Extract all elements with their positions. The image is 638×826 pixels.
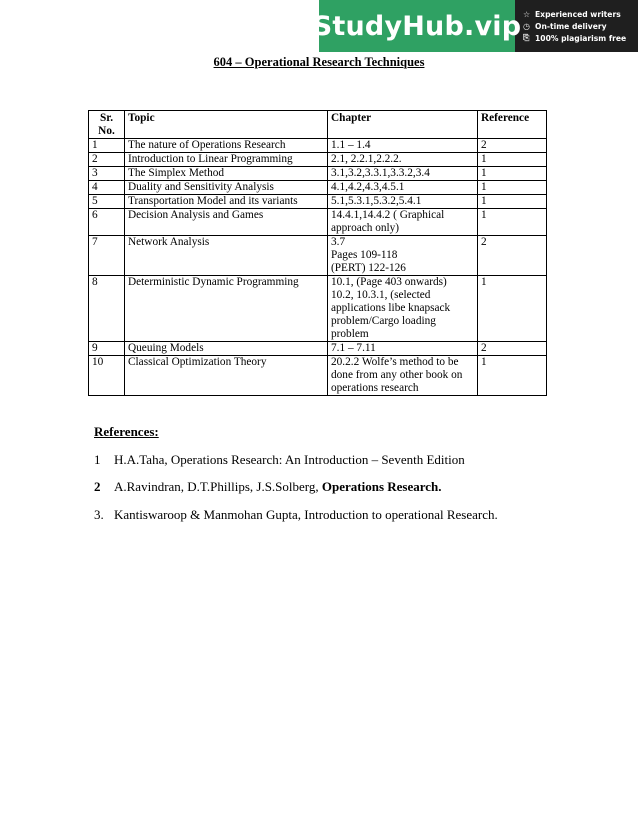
cell-sr-no: 9 <box>89 342 125 356</box>
reference-number: 1 <box>94 452 101 467</box>
cell-sr-no: 10 <box>89 356 125 396</box>
reference-text: A.Ravindran, D.T.Phillips, J.S.Solberg, <box>114 479 322 494</box>
table-row <box>89 236 547 276</box>
reference-number: 3. <box>94 507 104 522</box>
cell-chapter: 4.1,4.2,4.3,4.5.1 <box>328 181 478 195</box>
reference-text-bold: Operations Research. <box>321 479 442 494</box>
reference-number: 2 <box>94 479 101 494</box>
clock-icon: ◷ <box>523 21 530 31</box>
banner-features <box>515 0 638 52</box>
cell-reference: 1 <box>478 181 547 195</box>
cell-chapter: 10.1, (Page 403 onwards) 10.2, 10.3.1, (selected applications libe knapsack problem/Cargo loading problem <box>328 276 478 342</box>
cell-reference: 1 <box>478 276 547 342</box>
cell-sr-no: 7 <box>89 236 125 276</box>
studyhub-banner[interactable] <box>312 0 638 52</box>
cell-chapter: 3.1,3.2,3.3.1,3.3.2,3.4 <box>328 167 478 181</box>
table-row <box>89 139 547 153</box>
cell-chapter: 20.2.2 Wolfe’s method to be done from any other book on operations research <box>328 356 478 396</box>
studyhub-logo[interactable]: StudyHub.vip <box>319 0 515 52</box>
cell-reference: 1 <box>478 209 547 236</box>
references-heading: References: <box>94 424 159 439</box>
reference-item <box>94 507 498 523</box>
cell-sr-no: 4 <box>89 181 125 195</box>
table-row <box>89 195 547 209</box>
cell-reference: 1 <box>478 195 547 209</box>
table-row <box>89 167 547 181</box>
document-title: 604 – Operational Research Techniques <box>213 55 425 69</box>
cell-topic: Classical Optimization Theory <box>125 356 328 396</box>
reference-text: H.A.Taha, Operations Research: An Introduction – Seventh Edition <box>114 452 465 467</box>
cell-reference: 2 <box>478 236 547 276</box>
cell-topic: Transportation Model and its variants <box>125 195 328 209</box>
feature-label: Experienced writers <box>535 9 621 19</box>
feature-experienced-writers <box>523 8 638 20</box>
cell-reference: 2 <box>478 139 547 153</box>
feature-label: 100% plagiarism free <box>535 33 627 43</box>
cell-topic: Network Analysis <box>125 236 328 276</box>
cell-reference: 1 <box>478 356 547 396</box>
table-row <box>89 181 547 195</box>
feature-plagiarism-free <box>523 32 638 44</box>
cell-reference: 1 <box>478 167 547 181</box>
cell-topic: Queuing Models <box>125 342 328 356</box>
cell-chapter: 2.1, 2.2.1,2.2.2. <box>328 153 478 167</box>
cell-chapter: 3.7 Pages 109-118 (PERT) 122-126 <box>328 236 478 276</box>
cell-chapter: 5.1,5.3.1,5.3.2,5.4.1 <box>328 195 478 209</box>
cell-reference: 1 <box>478 153 547 167</box>
cell-topic: The Simplex Method <box>125 167 328 181</box>
cell-sr-no: 1 <box>89 139 125 153</box>
cell-topic: The nature of Operations Research <box>125 139 328 153</box>
cell-topic: Decision Analysis and Games <box>125 209 328 236</box>
cell-topic: Introduction to Linear Programming <box>125 153 328 167</box>
table-row <box>89 276 547 342</box>
cell-sr-no: 6 <box>89 209 125 236</box>
check-doc-icon: ⎘ <box>523 33 530 42</box>
cell-chapter: 1.1 – 1.4 <box>328 139 478 153</box>
feature-label: On-time delivery <box>535 21 607 31</box>
table-row <box>89 209 547 236</box>
cell-topic: Deterministic Dynamic Programming <box>125 276 328 342</box>
reference-item <box>94 479 442 495</box>
star-icon: ☆ <box>523 9 531 19</box>
table-header-row <box>89 111 547 139</box>
header-chapter: Chapter <box>328 111 478 139</box>
cell-sr-no: 3 <box>89 167 125 181</box>
header-sr-no: Sr. No. <box>89 111 125 139</box>
cell-sr-no: 5 <box>89 195 125 209</box>
cell-reference: 2 <box>478 342 547 356</box>
cell-sr-no: 8 <box>89 276 125 342</box>
cell-sr-no: 2 <box>89 153 125 167</box>
header-topic: Topic <box>125 111 328 139</box>
feature-on-time-delivery <box>523 20 638 32</box>
cell-chapter: 14.4.1,14.4.2 ( Graphical approach only) <box>328 209 478 236</box>
reference-text: Kantiswaroop & Manmohan Gupta, Introduction to operational Research. <box>114 507 498 522</box>
table-row <box>89 356 547 396</box>
header-reference: Reference <box>478 111 547 139</box>
table-row <box>89 153 547 167</box>
table-row <box>89 342 547 356</box>
cell-topic: Duality and Sensitivity Analysis <box>125 181 328 195</box>
table-body <box>89 139 547 396</box>
reference-item <box>94 452 465 468</box>
cell-chapter: 7.1 – 7.11 <box>328 342 478 356</box>
syllabus-table <box>88 110 547 396</box>
